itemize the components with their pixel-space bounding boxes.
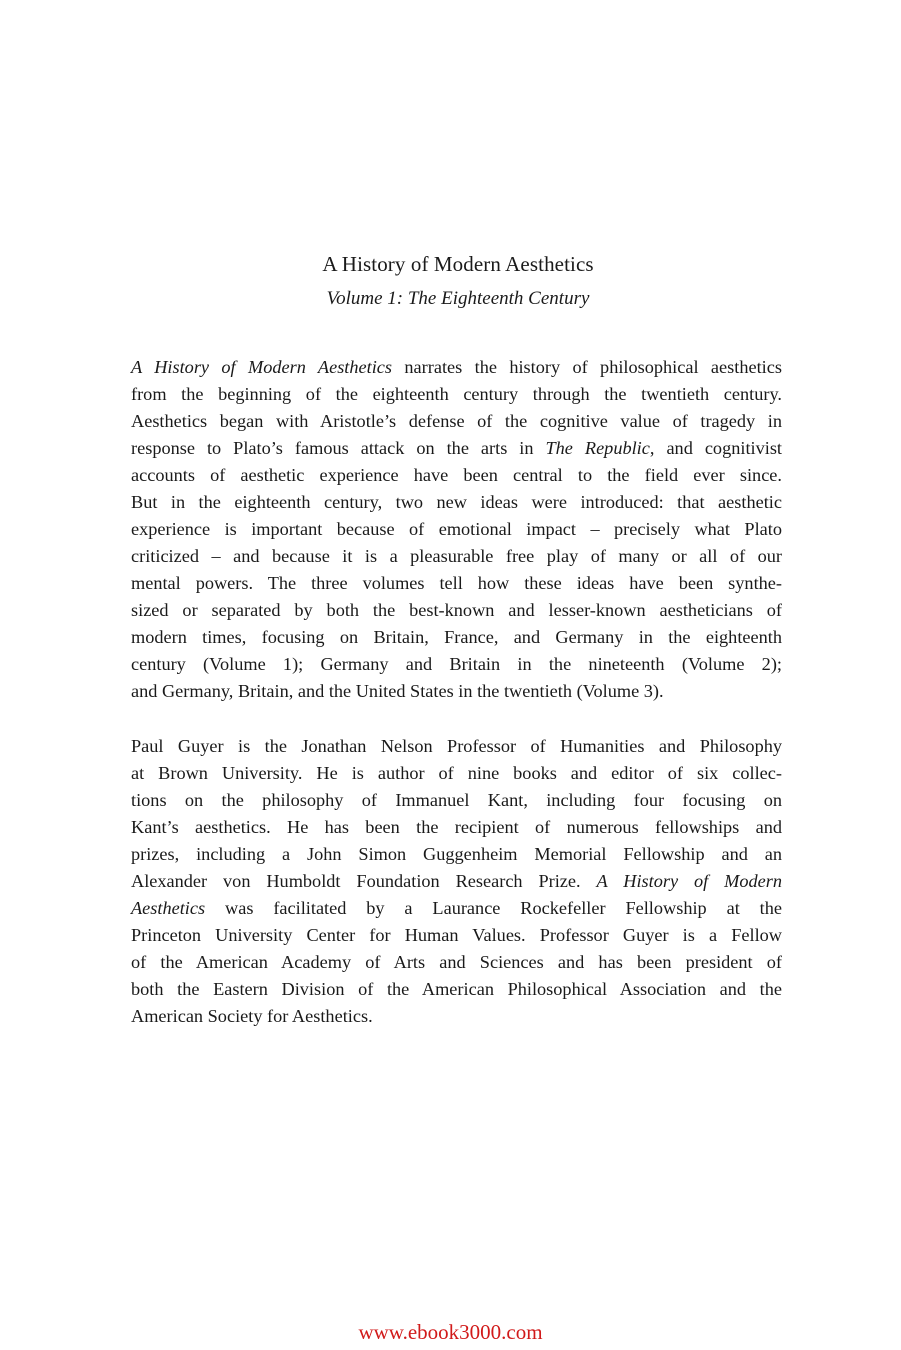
text-line <box>131 976 782 1003</box>
text-line <box>131 868 782 895</box>
text-line <box>131 435 782 462</box>
text-segment: sized or separated by both the best-known and lesser-known aestheticians of <box>131 600 782 620</box>
text-line <box>131 570 782 597</box>
text-segment: both the Eastern Division of the American Philosophical Association and the <box>131 979 782 999</box>
text-line <box>131 408 782 435</box>
text-segment: tions on the philosophy of Immanuel Kant, including four focusing on <box>131 790 782 810</box>
text-segment: Kant’s aesthetics. He has been the recipient of numerous fellowships and <box>131 817 782 837</box>
text-line <box>131 462 782 489</box>
text-line <box>131 922 782 949</box>
text-line <box>131 1003 782 1030</box>
text-segment: century (Volume 1); Germany and Britain in the nineteenth (Volume 2); <box>131 654 782 674</box>
text-segment: was facilitated by a Laurance Rockefeller Fellowship at the <box>205 898 782 918</box>
watermark-link[interactable]: www.ebook3000.com <box>358 1320 543 1344</box>
text-segment: But in the eighteenth century, two new ideas were introduced: that aesthetic <box>131 492 782 512</box>
book-subtitle: Volume 1: The Eighteenth Century <box>326 288 590 309</box>
text-segment: Paul Guyer is the Jonathan Nelson Professor of Humanities and Philosophy <box>131 736 782 756</box>
italic-title: A History of Modern Aesthetics <box>131 357 393 377</box>
text-line <box>131 841 782 868</box>
title-block <box>0 250 901 312</box>
text-segment: experience is important because of emotional impact – precisely what Plato <box>131 519 782 539</box>
text-line <box>131 381 782 408</box>
text-line <box>131 543 782 570</box>
text-segment: Aesthetics began with Aristotle’s defense of the cognitive value of tragedy in <box>131 411 782 431</box>
text-segment: and Germany, Britain, and the United States in the twentieth (Volume 3). <box>131 681 664 701</box>
book-description <box>131 354 782 705</box>
text-line <box>131 787 782 814</box>
italic-title: A History of Modern <box>596 871 782 891</box>
italic-title: Aesthetics <box>131 898 206 918</box>
book-title: A History of Modern Aesthetics <box>322 252 594 276</box>
text-line <box>131 678 782 705</box>
text-segment: Princeton University Center for Human Values. Professor Guyer is a Fellow <box>131 925 782 945</box>
text-segment: narrates the history of philosophical aesthetics <box>392 357 782 377</box>
text-segment: American Society for Aesthetics. <box>131 1006 373 1026</box>
text-segment: , and cognitivist <box>649 438 783 458</box>
text-segment: accounts of aesthetic experience have been central to the field ever since. <box>131 465 782 485</box>
text-line <box>131 354 782 381</box>
text-segment: modern times, focusing on Britain, France, and Germany in the eighteenth <box>131 627 782 647</box>
text-line <box>131 489 782 516</box>
text-segment: response to Plato’s famous attack on the arts in <box>131 438 546 458</box>
text-line <box>131 651 782 678</box>
text-line <box>131 516 782 543</box>
text-line <box>131 733 782 760</box>
text-line <box>131 949 782 976</box>
author-bio <box>131 733 782 1030</box>
text-segment: prizes, including a John Simon Guggenheim Memorial Fellowship and an <box>131 844 782 864</box>
text-segment: at Brown University. He is author of nine books and editor of six collec- <box>131 763 782 783</box>
italic-title: The Republic <box>545 438 650 458</box>
text-segment: of the American Academy of Arts and Sciences and has been president of <box>131 952 782 972</box>
text-line <box>131 814 782 841</box>
text-line <box>131 760 782 787</box>
text-segment: Alexander von Humboldt Foundation Research Prize. <box>131 871 597 891</box>
text-line <box>131 895 782 922</box>
text-line <box>131 597 782 624</box>
text-line <box>131 624 782 651</box>
text-segment: criticized – and because it is a pleasurable free play of many or all of our <box>131 546 782 566</box>
text-segment: mental powers. The three volumes tell how these ideas have been synthe- <box>131 573 782 593</box>
text-segment: from the beginning of the eighteenth century through the twentieth century. <box>131 384 782 404</box>
